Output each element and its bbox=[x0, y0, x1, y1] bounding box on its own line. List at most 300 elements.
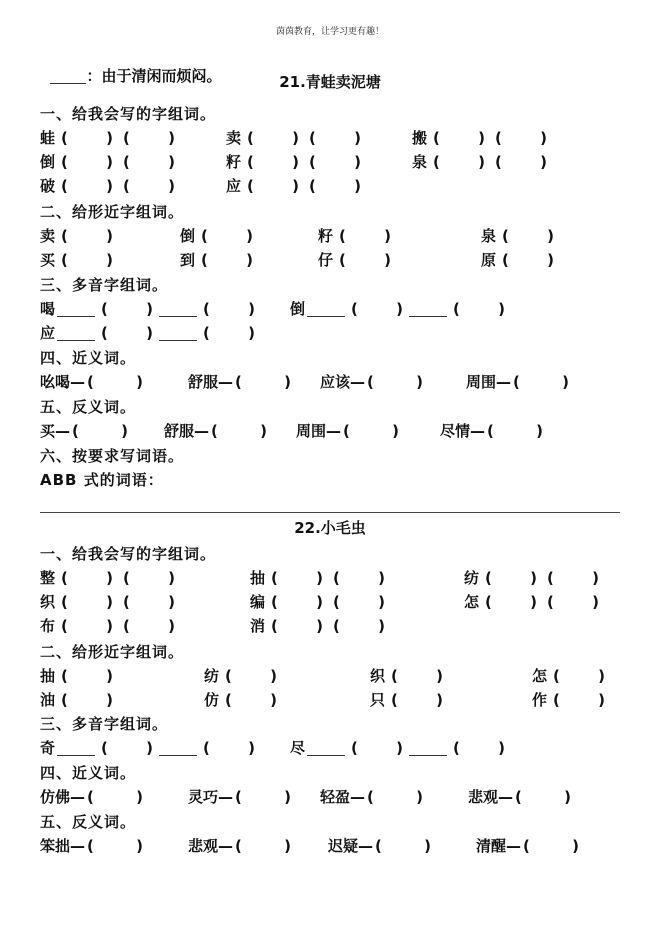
similar-char-item bbox=[40, 666, 113, 686]
answer-parens[interactable] bbox=[453, 738, 505, 758]
open-paren: ( bbox=[123, 177, 130, 195]
answer-parens[interactable] bbox=[247, 176, 299, 196]
answer-parens[interactable] bbox=[502, 250, 554, 270]
open-paren: ( bbox=[487, 422, 494, 440]
open-paren: ( bbox=[343, 422, 350, 440]
close-paren: ) bbox=[106, 617, 114, 635]
exercise-row bbox=[40, 152, 640, 172]
pinyin-blank[interactable] bbox=[159, 300, 197, 317]
target-char: 织 bbox=[370, 667, 386, 685]
word-pair-item bbox=[476, 836, 579, 856]
close-paren: ) bbox=[248, 324, 256, 342]
open-paren: ( bbox=[61, 667, 68, 685]
close-paren: ) bbox=[530, 569, 538, 587]
lesson-21-title: 21.青蛙卖泥塘 bbox=[279, 73, 381, 91]
given-word: 仿佛— bbox=[40, 788, 86, 806]
given-word: 吆喝— bbox=[40, 373, 86, 391]
answer-parens[interactable] bbox=[339, 226, 391, 246]
open-paren: ( bbox=[235, 373, 242, 391]
similar-char-item bbox=[318, 226, 391, 246]
section-divider bbox=[40, 512, 620, 513]
given-word: 应该— bbox=[320, 373, 366, 391]
close-paren: ) bbox=[106, 691, 114, 709]
open-paren: ( bbox=[87, 788, 94, 806]
answer-parens[interactable] bbox=[333, 616, 385, 636]
close-paren: ) bbox=[248, 739, 256, 757]
open-paren: ( bbox=[123, 153, 130, 171]
word-group-item bbox=[40, 152, 175, 172]
target-char: 搬 bbox=[412, 129, 428, 147]
close-paren: ) bbox=[106, 153, 114, 171]
close-paren: ) bbox=[106, 177, 114, 195]
answer-parens[interactable] bbox=[101, 299, 153, 319]
close-paren: ) bbox=[564, 788, 572, 806]
word-group-item bbox=[226, 128, 361, 148]
answer-parens[interactable] bbox=[87, 836, 143, 856]
answer-parens[interactable] bbox=[547, 592, 599, 612]
similar-char-item bbox=[40, 690, 113, 710]
exercise-row bbox=[40, 787, 640, 807]
open-paren: ( bbox=[201, 227, 208, 245]
exercise-row bbox=[40, 738, 640, 758]
answer-parens[interactable] bbox=[211, 421, 267, 441]
answer-parens[interactable] bbox=[309, 176, 361, 196]
answer-parens[interactable] bbox=[523, 836, 579, 856]
close-paren: ) bbox=[248, 300, 256, 318]
answer-parens[interactable] bbox=[123, 592, 175, 612]
answer-parens[interactable] bbox=[309, 128, 361, 148]
close-paren: ) bbox=[136, 788, 144, 806]
similar-char-item bbox=[180, 226, 253, 246]
open-paren: ( bbox=[271, 593, 278, 611]
open-paren: ( bbox=[391, 667, 398, 685]
answer-parens[interactable] bbox=[333, 592, 385, 612]
pinyin-blank[interactable] bbox=[159, 324, 197, 341]
close-paren: ) bbox=[284, 788, 292, 806]
word-pair-item bbox=[296, 421, 399, 441]
answer-parens[interactable] bbox=[123, 568, 175, 588]
close-paren: ) bbox=[416, 373, 424, 391]
open-paren: ( bbox=[553, 667, 560, 685]
close-paren: ) bbox=[146, 739, 154, 757]
close-paren: ) bbox=[424, 837, 432, 855]
close-paren: ) bbox=[106, 129, 114, 147]
target-char: 纺 bbox=[204, 667, 220, 685]
exercise-row bbox=[40, 421, 640, 441]
close-paren: ) bbox=[416, 788, 424, 806]
close-paren: ) bbox=[270, 691, 278, 709]
answer-parens[interactable] bbox=[351, 299, 403, 319]
word-group-item bbox=[40, 568, 175, 588]
target-char: 蛙 bbox=[40, 129, 56, 147]
answer-parens[interactable] bbox=[351, 738, 403, 758]
word-pair-item bbox=[466, 372, 569, 392]
open-paren: ( bbox=[203, 324, 210, 342]
answer-parens[interactable] bbox=[339, 250, 391, 270]
close-paren: ) bbox=[106, 667, 114, 685]
open-paren: ( bbox=[339, 227, 346, 245]
open-paren: ( bbox=[309, 177, 316, 195]
answer-parens[interactable] bbox=[61, 616, 113, 636]
similar-char-item bbox=[370, 666, 443, 686]
answer-parens[interactable] bbox=[123, 176, 175, 196]
open-paren: ( bbox=[309, 129, 316, 147]
answer-parens[interactable] bbox=[61, 666, 113, 686]
open-paren: ( bbox=[61, 691, 68, 709]
target-char: 纺 bbox=[464, 569, 480, 587]
target-char: 仿 bbox=[204, 691, 220, 709]
answer-parens[interactable] bbox=[61, 176, 113, 196]
similar-char-item bbox=[481, 226, 554, 246]
open-paren: ( bbox=[123, 617, 130, 635]
target-char: 油 bbox=[40, 691, 56, 709]
target-char: 喝 bbox=[40, 300, 56, 318]
target-char: 到 bbox=[180, 251, 196, 269]
answer-parens[interactable] bbox=[367, 787, 423, 807]
word-group-item bbox=[464, 592, 599, 612]
close-paren: ) bbox=[392, 422, 400, 440]
close-paren: ) bbox=[498, 739, 506, 757]
close-paren: ) bbox=[498, 300, 506, 318]
word-group-item bbox=[464, 568, 599, 588]
target-char: 买 bbox=[40, 251, 56, 269]
open-paren: ( bbox=[339, 251, 346, 269]
target-char: 籽 bbox=[226, 153, 242, 171]
answer-parens[interactable] bbox=[225, 690, 277, 710]
header-slogan: 茵茵教育，让学习更有趣！ bbox=[275, 27, 384, 37]
answer-parens[interactable] bbox=[247, 152, 299, 172]
answer-parens[interactable] bbox=[61, 152, 113, 172]
close-paren: ) bbox=[354, 129, 362, 147]
l21-s6-heading: 六、按要求写词语。 bbox=[40, 447, 185, 465]
answer-parens[interactable] bbox=[61, 592, 113, 612]
word-pair-item bbox=[188, 787, 291, 807]
target-char: 抽 bbox=[250, 569, 266, 587]
close-paren: ) bbox=[396, 300, 404, 318]
close-paren: ) bbox=[378, 569, 386, 587]
answer-parens[interactable] bbox=[515, 787, 571, 807]
answer-parens[interactable] bbox=[235, 372, 291, 392]
answer-parens[interactable] bbox=[101, 323, 153, 343]
answer-parens[interactable] bbox=[309, 152, 361, 172]
close-paren: ) bbox=[396, 739, 404, 757]
close-paren: ) bbox=[146, 300, 154, 318]
open-paren: ( bbox=[309, 153, 316, 171]
close-paren: ) bbox=[106, 251, 114, 269]
polyphone-item bbox=[40, 299, 255, 319]
word-pair-item bbox=[328, 836, 431, 856]
word-group-item bbox=[412, 152, 547, 172]
open-paren: ( bbox=[547, 593, 554, 611]
open-paren: ( bbox=[375, 837, 382, 855]
pinyin-blank[interactable] bbox=[409, 300, 447, 317]
open-paren: ( bbox=[351, 300, 358, 318]
open-paren: ( bbox=[203, 739, 210, 757]
open-paren: ( bbox=[333, 617, 340, 635]
word-group-item bbox=[40, 128, 175, 148]
open-paren: ( bbox=[433, 129, 440, 147]
target-char: 布 bbox=[40, 617, 56, 635]
answer-parens[interactable] bbox=[123, 128, 175, 148]
target-char: 作 bbox=[532, 691, 548, 709]
answer-parens[interactable] bbox=[502, 226, 554, 246]
open-paren: ( bbox=[101, 300, 108, 318]
open-paren: ( bbox=[72, 422, 79, 440]
answer-parens[interactable] bbox=[367, 372, 423, 392]
target-char: 倒 bbox=[180, 227, 196, 245]
target-char: 织 bbox=[40, 593, 56, 611]
answer-parens[interactable] bbox=[87, 787, 143, 807]
answer-parens[interactable] bbox=[333, 568, 385, 588]
pinyin-blank[interactable] bbox=[307, 739, 345, 756]
target-char: 应 bbox=[226, 177, 242, 195]
answer-parens[interactable] bbox=[203, 299, 255, 319]
exercise-row bbox=[40, 323, 640, 343]
answer-parens[interactable] bbox=[203, 323, 255, 343]
similar-char-item bbox=[204, 690, 277, 710]
answer-parens[interactable] bbox=[61, 226, 113, 246]
answer-parens[interactable] bbox=[513, 372, 569, 392]
similar-char-item bbox=[40, 226, 113, 246]
open-paren: ( bbox=[61, 569, 68, 587]
close-paren: ) bbox=[384, 251, 392, 269]
close-paren: ) bbox=[436, 667, 444, 685]
close-paren: ) bbox=[592, 593, 600, 611]
given-word: 灵巧— bbox=[188, 788, 234, 806]
answer-parens[interactable] bbox=[391, 666, 443, 686]
word-group-item bbox=[250, 568, 385, 588]
open-paren: ( bbox=[523, 837, 530, 855]
answer-parens[interactable] bbox=[101, 738, 153, 758]
answer-parens[interactable] bbox=[495, 128, 547, 148]
close-paren: ) bbox=[168, 569, 176, 587]
answer-parens[interactable] bbox=[375, 836, 431, 856]
close-paren: ) bbox=[572, 837, 580, 855]
open-paren: ( bbox=[123, 593, 130, 611]
exercise-row bbox=[40, 128, 640, 148]
exercise-row bbox=[40, 372, 640, 392]
open-paren: ( bbox=[502, 227, 509, 245]
l22-s3-heading: 三、多音字组词。 bbox=[40, 715, 169, 733]
close-paren: ) bbox=[316, 569, 324, 587]
open-paren: ( bbox=[203, 300, 210, 318]
answer-parens[interactable] bbox=[201, 226, 253, 246]
target-char: 编 bbox=[250, 593, 266, 611]
similar-char-item bbox=[532, 690, 605, 710]
similar-char-item bbox=[180, 250, 253, 270]
answer-parens[interactable] bbox=[201, 250, 253, 270]
answer-parens[interactable] bbox=[225, 666, 277, 686]
close-paren: ) bbox=[106, 569, 114, 587]
polyphone-item bbox=[40, 738, 255, 758]
similar-char-item bbox=[481, 250, 554, 270]
close-paren: ) bbox=[478, 129, 486, 147]
l22-s1-heading: 一、给我会写的字组词。 bbox=[40, 545, 217, 563]
open-paren: ( bbox=[453, 300, 460, 318]
l22-s5-heading: 五、反义词。 bbox=[40, 813, 137, 831]
similar-char-item bbox=[40, 250, 113, 270]
l22-s2-heading: 二、给形近字组词。 bbox=[40, 643, 185, 661]
open-paren: ( bbox=[61, 617, 68, 635]
word-pair-item bbox=[320, 372, 423, 392]
answer-parens[interactable] bbox=[235, 836, 291, 856]
answer-parens[interactable] bbox=[433, 128, 485, 148]
given-word: 买— bbox=[40, 422, 71, 440]
close-paren: ) bbox=[284, 837, 292, 855]
answer-parens[interactable] bbox=[553, 666, 605, 686]
open-paren: ( bbox=[247, 177, 254, 195]
close-paren: ) bbox=[136, 373, 144, 391]
similar-char-item bbox=[318, 250, 391, 270]
answer-parens[interactable] bbox=[343, 421, 399, 441]
answer-parens[interactable] bbox=[72, 421, 128, 441]
target-char: 倒 bbox=[40, 153, 56, 171]
close-paren: ) bbox=[292, 177, 300, 195]
pinyin-blank[interactable] bbox=[57, 300, 95, 317]
pinyin-blank[interactable] bbox=[57, 324, 95, 341]
word-pair-item bbox=[40, 787, 143, 807]
l21-s2-heading: 二、给形近字组词。 bbox=[40, 203, 185, 221]
answer-parens[interactable] bbox=[203, 738, 255, 758]
open-paren: ( bbox=[495, 129, 502, 147]
similar-char-item bbox=[370, 690, 443, 710]
answer-parens[interactable] bbox=[433, 152, 485, 172]
open-paren: ( bbox=[61, 153, 68, 171]
given-word: 清醒— bbox=[476, 837, 522, 855]
exercise-row bbox=[40, 568, 640, 588]
answer-parens[interactable] bbox=[61, 128, 113, 148]
given-word: 悲观— bbox=[188, 837, 234, 855]
open-paren: ( bbox=[433, 153, 440, 171]
word-pair-item bbox=[188, 836, 291, 856]
word-group-item bbox=[412, 128, 547, 148]
target-char: 应 bbox=[40, 324, 56, 342]
open-paren: ( bbox=[367, 373, 374, 391]
close-paren: ) bbox=[246, 227, 254, 245]
close-paren: ) bbox=[121, 422, 129, 440]
answer-parens[interactable] bbox=[485, 568, 537, 588]
word-group-item bbox=[40, 176, 175, 196]
close-paren: ) bbox=[168, 153, 176, 171]
exercise-row bbox=[40, 666, 640, 686]
given-word: 轻盈— bbox=[320, 788, 366, 806]
similar-char-item bbox=[204, 666, 277, 686]
answer-parens[interactable] bbox=[495, 152, 547, 172]
answer-parens[interactable] bbox=[271, 616, 323, 636]
answer-parens[interactable] bbox=[487, 421, 543, 441]
given-word: 迟疑— bbox=[328, 837, 374, 855]
target-char: 怎 bbox=[532, 667, 548, 685]
answer-parens[interactable] bbox=[123, 152, 175, 172]
exercise-row bbox=[40, 690, 640, 710]
answer-parens[interactable] bbox=[271, 592, 323, 612]
given-word: 悲观— bbox=[468, 788, 514, 806]
exercise-row bbox=[40, 299, 640, 319]
close-paren: ) bbox=[530, 593, 538, 611]
target-char: 卖 bbox=[40, 227, 56, 245]
pinyin-blank[interactable] bbox=[159, 739, 197, 756]
open-paren: ( bbox=[101, 739, 108, 757]
given-word: 笨拙— bbox=[40, 837, 86, 855]
open-paren: ( bbox=[495, 153, 502, 171]
exercise-row bbox=[40, 616, 640, 636]
word-pair-item bbox=[440, 421, 543, 441]
answer-parens[interactable] bbox=[61, 568, 113, 588]
target-char: 奇 bbox=[40, 739, 56, 757]
answer-parens[interactable] bbox=[61, 690, 113, 710]
target-char: 仔 bbox=[318, 251, 334, 269]
answer-parens[interactable] bbox=[271, 568, 323, 588]
open-paren: ( bbox=[547, 569, 554, 587]
open-paren: ( bbox=[211, 422, 218, 440]
target-char: 卖 bbox=[226, 129, 242, 147]
l22-s4-heading: 四、近义词。 bbox=[40, 764, 137, 782]
close-paren: ) bbox=[540, 153, 548, 171]
close-paren: ) bbox=[547, 227, 555, 245]
close-paren: ) bbox=[598, 667, 606, 685]
answer-parens[interactable] bbox=[485, 592, 537, 612]
answer-parens[interactable] bbox=[547, 568, 599, 588]
close-paren: ) bbox=[378, 617, 386, 635]
open-paren: ( bbox=[485, 593, 492, 611]
pinyin-blank[interactable] bbox=[409, 739, 447, 756]
open-paren: ( bbox=[225, 691, 232, 709]
answer-parens[interactable] bbox=[247, 128, 299, 148]
answer-parens[interactable] bbox=[235, 787, 291, 807]
open-paren: ( bbox=[87, 373, 94, 391]
open-paren: ( bbox=[513, 373, 520, 391]
word-group-item bbox=[226, 176, 361, 196]
open-paren: ( bbox=[61, 177, 68, 195]
close-paren: ) bbox=[260, 422, 268, 440]
exercise-row bbox=[40, 250, 640, 270]
close-paren: ) bbox=[598, 691, 606, 709]
close-paren: ) bbox=[168, 617, 176, 635]
open-paren: ( bbox=[123, 569, 130, 587]
answer-parens[interactable] bbox=[61, 250, 113, 270]
target-char: 怎 bbox=[464, 593, 480, 611]
target-char: 籽 bbox=[318, 227, 334, 245]
open-paren: ( bbox=[351, 739, 358, 757]
l21-s5-heading: 五、反义词。 bbox=[40, 398, 137, 416]
open-paren: ( bbox=[515, 788, 522, 806]
close-paren: ) bbox=[168, 593, 176, 611]
answer-parens[interactable] bbox=[87, 372, 143, 392]
word-pair-item bbox=[40, 372, 143, 392]
answer-parens[interactable] bbox=[391, 690, 443, 710]
word-pair-item bbox=[40, 421, 128, 441]
given-word: 舒服— bbox=[164, 422, 210, 440]
open-paren: ( bbox=[101, 324, 108, 342]
pinyin-blank[interactable] bbox=[307, 300, 345, 317]
close-paren: ) bbox=[478, 153, 486, 171]
given-word: 尽情— bbox=[440, 422, 486, 440]
answer-parens[interactable] bbox=[553, 690, 605, 710]
close-paren: ) bbox=[292, 153, 300, 171]
answer-parens[interactable] bbox=[453, 299, 505, 319]
word-pair-item bbox=[40, 836, 143, 856]
close-paren: ) bbox=[562, 373, 570, 391]
close-paren: ) bbox=[354, 153, 362, 171]
pinyin-blank[interactable] bbox=[57, 739, 95, 756]
open-paren: ( bbox=[391, 691, 398, 709]
polyphone-item bbox=[290, 299, 505, 319]
abb-prompt: ABB 式的词语： bbox=[40, 471, 164, 489]
answer-parens[interactable] bbox=[123, 616, 175, 636]
close-paren: ) bbox=[270, 667, 278, 685]
exercise-row bbox=[40, 592, 640, 612]
close-paren: ) bbox=[168, 177, 176, 195]
